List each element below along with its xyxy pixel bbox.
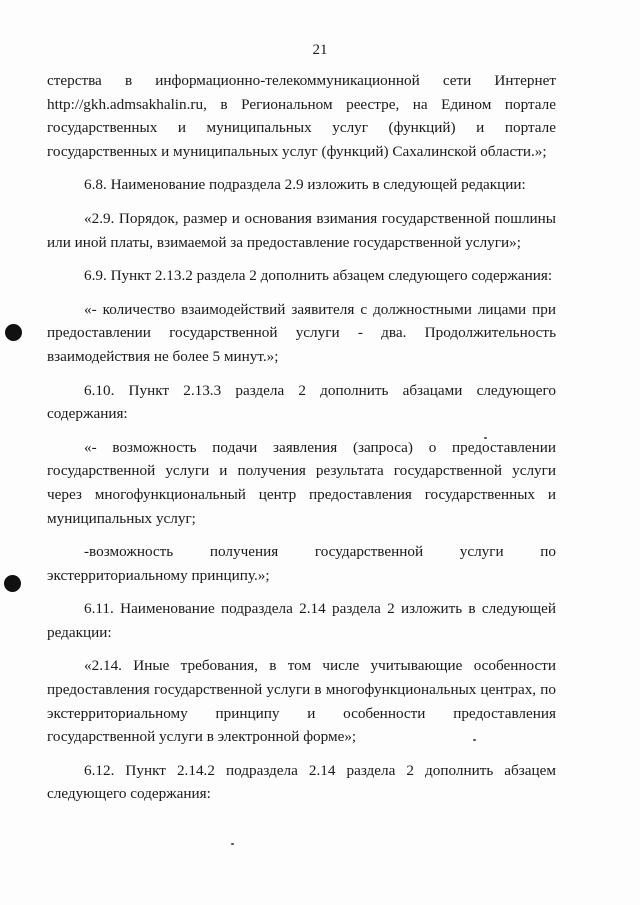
paragraph-quote-mfc: «- возможность подачи заявления (запроса) о предоставлении государственной услуги и получения результата государственной услуги через многофункциональный центр предоставления государственных и муниципальных услуг; <box>47 438 556 527</box>
paragraph-item-6-12: 6.12. Пункт 2.14.2 подраздела 2.14 раздела 2 дополнить абзацем следующего содержания: <box>47 761 556 803</box>
paragraph-item-6-8: 6.8. Наименование подраздела 2.9 изложить в следующей редакции: <box>84 176 526 194</box>
paragraph-item-6-9: 6.9. Пункт 2.13.2 раздела 2 дополнить абзацем следующего содержания: <box>84 267 553 285</box>
scan-speck <box>231 843 234 845</box>
paragraph-continuation: стерства в информационно-телекоммуникационной сети Интернет http://gkh.admsakhalin.ru, в Региональном реестре, на Едином портале государственных и муниципальных услуг (функций) и портале государственных и муниципальных услуг (функций) Сахалинской области.»; <box>47 72 556 160</box>
paragraph-quote-2-9: «2.9. Порядок, размер и основания взимания государственной пошлины или иной платы, взимаемой за предоставление государственной услуги»; <box>47 209 556 251</box>
paragraph-item-6-10: 6.10. Пункт 2.13.3 раздела 2 дополнить абзацами следующего содержания: <box>47 381 556 423</box>
paragraph-quote-interactions: «- количество взаимодействий заявителя с должностными лицами при предоставлении государственной услуги - два. Продолжительность взаимодействия не более 5 минут.»; <box>47 300 556 365</box>
paragraph-quote-extraterritorial: -возможность получения государственной услуги по экстерриториальному принципу.»; <box>47 543 556 584</box>
paragraph-item-6-11: 6.11. Наименование подраздела 2.14 раздела 2 изложить в следующей редакции: <box>47 600 556 641</box>
paragraph-quote-2-14: «2.14. Иные требования, в том числе учитывающие особенности предоставления государственной услуги в многофункциональных центрах, по экстерриториальному принципу и особенности предоставления государственной услуги в электронной форме»; <box>47 657 556 746</box>
page-number: 21 <box>312 42 328 58</box>
punch-hole-mark <box>5 324 22 341</box>
punch-hole-mark <box>4 575 21 592</box>
body-text <box>47 69 556 816</box>
